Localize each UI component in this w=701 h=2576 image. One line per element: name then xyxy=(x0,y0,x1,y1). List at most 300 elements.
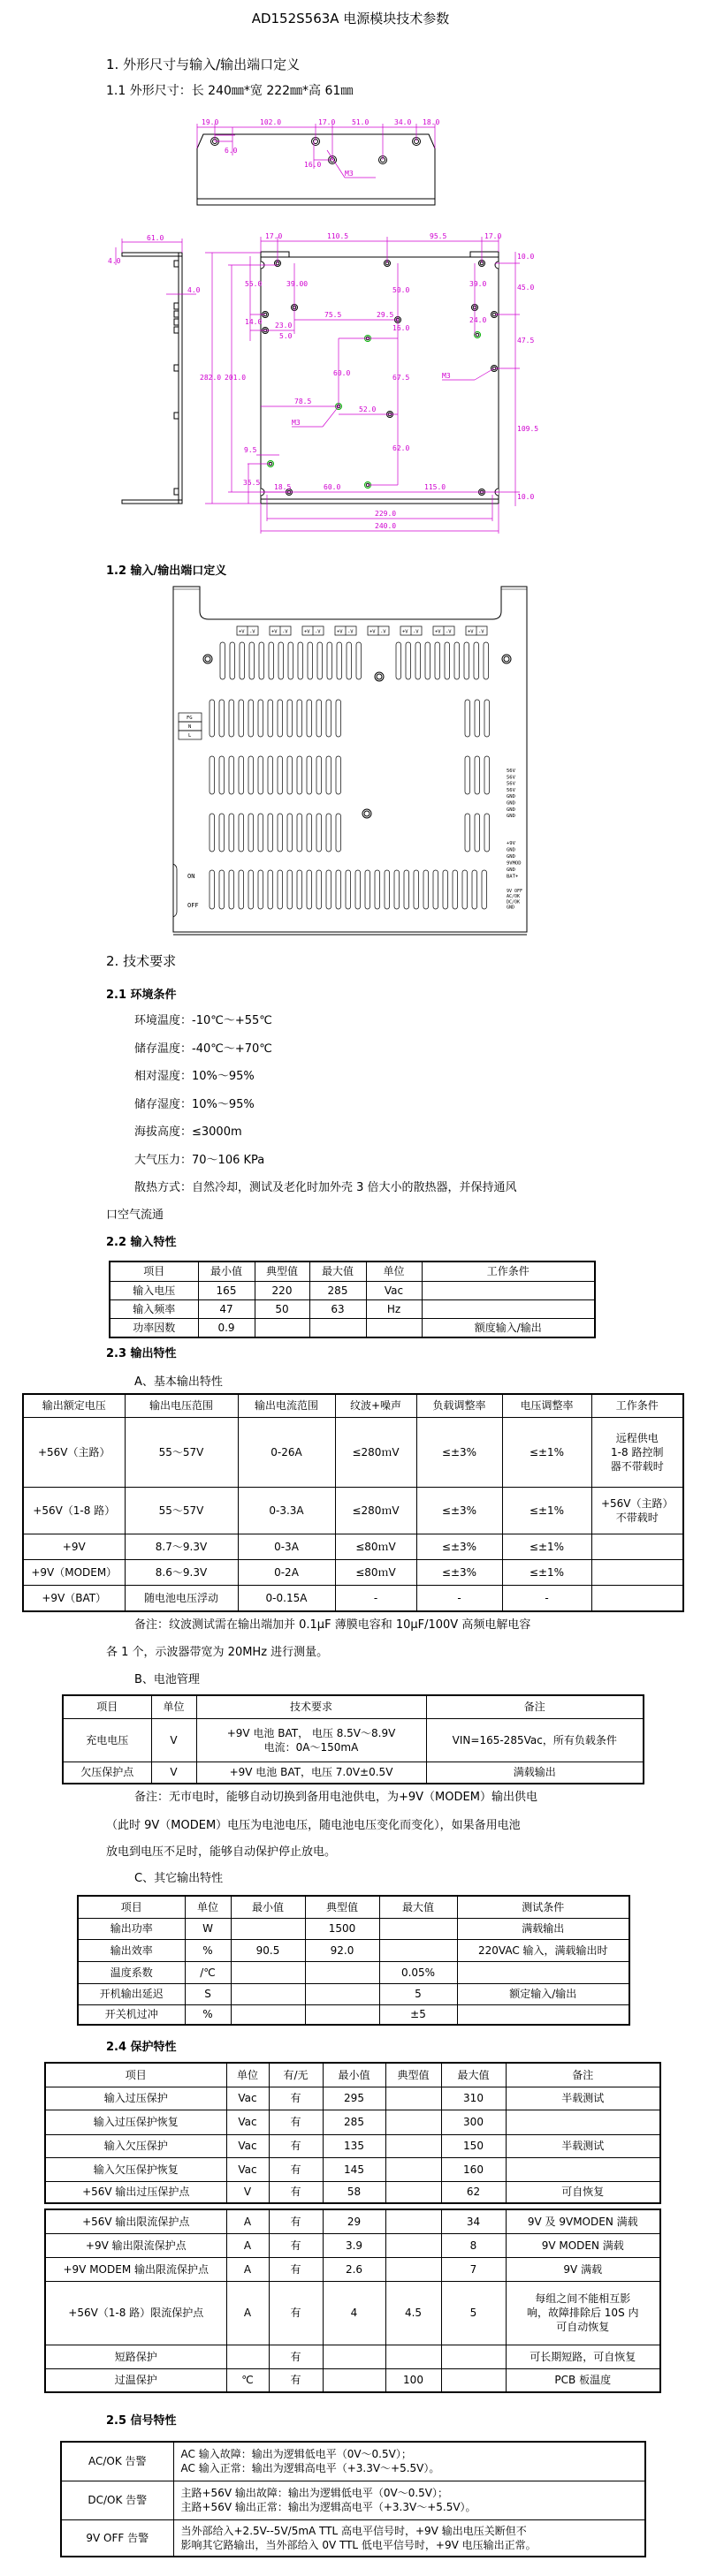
table-cell: 短路保护 xyxy=(45,2345,226,2368)
vent-slot xyxy=(239,700,244,737)
vent-slot xyxy=(316,814,322,852)
table-cell: 过温保护 xyxy=(45,2368,226,2392)
table-cell xyxy=(385,2134,441,2157)
table-cell: 有 xyxy=(269,2257,323,2281)
table-cell: 充电电压 xyxy=(63,1718,151,1762)
port-label: +9V xyxy=(507,841,515,846)
document-title: AD152S563A 电源模块技术参数 xyxy=(251,11,450,27)
port-label: 9VMOD xyxy=(507,860,522,867)
vent-slot xyxy=(475,756,480,794)
vent-slot xyxy=(278,700,283,737)
table-row xyxy=(63,1762,644,1784)
vent-slot xyxy=(327,642,332,679)
table-cell: 9V 及 9VMODEN 满载 xyxy=(506,2209,660,2233)
table-cell xyxy=(506,2157,660,2181)
ac-terminal-l: L xyxy=(188,733,192,739)
vent-slot xyxy=(229,814,234,852)
output-terminal xyxy=(400,626,422,635)
table-row xyxy=(23,1534,683,1559)
vent-slot xyxy=(326,870,331,909)
table-cell: - xyxy=(416,1585,502,1611)
table-cell: 项目 xyxy=(63,1695,151,1718)
dim-label: 23.0 xyxy=(275,322,293,330)
port-label: GND xyxy=(507,814,515,820)
table-cell: A xyxy=(226,2233,269,2257)
port-label: GND xyxy=(507,800,515,807)
output-terminal xyxy=(335,626,356,635)
ac-terminal-fg: FG xyxy=(187,716,193,721)
vent-slot xyxy=(210,756,215,794)
table-cell: ≤280ｍV xyxy=(335,1417,416,1487)
table-cell xyxy=(385,2257,441,2281)
vent-slot xyxy=(465,756,470,794)
table-row xyxy=(23,1559,683,1585)
table-cell: 0-26A xyxy=(238,1417,335,1487)
vent-slot xyxy=(356,642,362,679)
table-cell: 9V MODEN 满载 xyxy=(506,2233,660,2257)
table-row xyxy=(61,2519,645,2557)
vent-slot xyxy=(248,700,254,737)
vent-slot xyxy=(346,870,351,909)
table-cell: 欠压保护点 xyxy=(63,1762,151,1784)
table-cell xyxy=(231,1961,305,1983)
vent-slot xyxy=(229,756,234,794)
table-cell: 满载输出 xyxy=(426,1762,644,1784)
table-cell: 输出电压范围 xyxy=(125,1394,238,1417)
table-cell: 有 xyxy=(269,2087,323,2110)
table-cell: 典型值 xyxy=(255,1261,309,1281)
vent-slot xyxy=(220,642,225,679)
screw-hole-icon xyxy=(362,809,371,818)
table-cell: 5 xyxy=(441,2281,506,2345)
table-cell: W xyxy=(185,1918,231,1939)
table-cell: Vac xyxy=(226,2110,269,2134)
env-condition-item: 储存温度：-40℃～+70℃ xyxy=(134,1042,272,1056)
table-cell xyxy=(385,2110,441,2134)
table-cell: 9V OFF 告警 xyxy=(61,2519,173,2557)
table-cell xyxy=(441,2345,506,2368)
table-cell: V xyxy=(226,2181,269,2203)
basic-output-table xyxy=(22,1393,684,1612)
table-cell: 有 xyxy=(269,2368,323,2392)
table-cell: 9V 满载 xyxy=(506,2257,660,2281)
table-cell: 输出额定电压 xyxy=(23,1394,125,1417)
port-label: DC/OK xyxy=(507,899,521,905)
ripple-note-line1: 备注：纹波测试需在输出端加并 0.1μF 薄膜电容和 10μF/100V 高频电解电容 xyxy=(134,1618,531,1632)
port-label: 56V xyxy=(507,787,515,793)
table-cell: 项目 xyxy=(110,1261,198,1281)
dim-label: 78.5 xyxy=(294,398,312,405)
vent-slot xyxy=(287,814,293,852)
vent-slot xyxy=(365,870,370,909)
table-cell: Vac xyxy=(226,2087,269,2110)
vent-slot xyxy=(307,814,312,852)
table-row xyxy=(45,2134,660,2157)
table-cell: +9V（BAT） xyxy=(23,1585,125,1611)
table-cell: 285 xyxy=(309,1281,366,1299)
table-cell: DC/OK 告警 xyxy=(61,2481,173,2519)
table-cell: 47 xyxy=(198,1299,255,1318)
dim-label: 61.0 xyxy=(147,234,164,242)
output-terminal xyxy=(466,626,487,635)
table-row xyxy=(61,2481,645,2519)
vent-slot xyxy=(297,870,302,909)
dim-label: 229.0 xyxy=(375,510,397,518)
vent-slot xyxy=(404,870,409,909)
table-cell: 单位 xyxy=(151,1695,196,1718)
plan-view-drawing xyxy=(200,232,538,534)
vent-slot xyxy=(394,870,400,909)
table-header-row xyxy=(78,1896,629,1918)
dim-label: 62.0 xyxy=(392,444,410,452)
table-row xyxy=(63,1718,644,1762)
vent-slot xyxy=(269,642,274,679)
table-header-row xyxy=(23,1394,683,1417)
output-terminal xyxy=(368,626,389,635)
dim-label: 17.0 xyxy=(265,232,283,240)
terminal-plus-label: +V xyxy=(304,629,310,635)
vent-slot xyxy=(326,700,331,737)
dim-label: 45.0 xyxy=(517,284,535,292)
vent-slot xyxy=(406,642,411,679)
table-cell: 160 xyxy=(441,2157,506,2181)
table-cell: PCB 板温度 xyxy=(506,2368,660,2392)
side-view-drawing xyxy=(108,234,201,504)
vent-slot xyxy=(259,642,264,679)
dim-label: 201.0 xyxy=(225,374,247,382)
subsection-c-heading: C、其它输出特性 xyxy=(134,1872,224,1885)
table-cell: 145 xyxy=(323,2157,385,2181)
table-cell: 输入电压 xyxy=(110,1281,198,1299)
table-row xyxy=(45,2209,660,2233)
protection-table-output xyxy=(44,2209,661,2393)
table-cell: 最大值 xyxy=(441,2063,506,2087)
vent-slot xyxy=(219,814,225,852)
table-cell: 工作条件 xyxy=(422,1261,595,1281)
vent-slot xyxy=(316,870,322,909)
vent-slot xyxy=(210,814,215,852)
table-cell xyxy=(422,1281,595,1299)
vent-slot xyxy=(287,756,293,794)
vent-slot xyxy=(475,700,480,737)
table-header-row xyxy=(45,2063,660,2087)
table-cell: 测试条件 xyxy=(457,1896,629,1918)
table-cell: 有 xyxy=(269,2345,323,2368)
table-cell: 负载调整率 xyxy=(416,1394,502,1417)
port-label: 56V xyxy=(507,769,515,774)
terminal-plus-label: +V xyxy=(468,629,474,635)
ripple-note-line2: 各 1 个，示波器带宽为 20MHz 进行测量。 xyxy=(106,1646,329,1659)
terminal-plus-label: +V xyxy=(271,629,278,635)
vent-slot xyxy=(307,700,312,737)
table-cell: 半载测试 xyxy=(506,2087,660,2110)
table-cell: 可长期短路，可自恢复 xyxy=(506,2345,660,2368)
dim-label: 60.0 xyxy=(324,483,341,491)
table-cell: - xyxy=(502,1585,591,1611)
table-row xyxy=(110,1281,595,1299)
dim-label: 16.0 xyxy=(392,324,410,332)
vent-slot xyxy=(482,870,487,909)
table-cell: ≤80ｍV xyxy=(335,1534,416,1559)
table-cell: 项目 xyxy=(78,1896,185,1918)
env-condition-item: 相对湿度：10%～95% xyxy=(134,1070,255,1083)
vent-slot xyxy=(336,700,341,737)
vent-slot xyxy=(316,700,322,737)
table-cell: +9V 电池 BAT， 电压 8.5V～8.9V 电流：0A～150mA xyxy=(196,1718,426,1762)
table-row xyxy=(61,2442,645,2481)
table-cell: ≤±1% xyxy=(502,1487,591,1534)
table-cell xyxy=(305,1983,379,2004)
dim-label: 75.5 xyxy=(324,311,342,319)
table-row xyxy=(23,1487,683,1534)
table-cell: 34 xyxy=(441,2209,506,2233)
dim-label: 35.5 xyxy=(243,479,261,487)
dim-label: 55.0 xyxy=(245,280,263,288)
vent-slot xyxy=(464,642,469,679)
vent-slot xyxy=(307,870,312,909)
table-cell: 1500 xyxy=(305,1918,379,1939)
vent-slot xyxy=(484,642,489,679)
table-cell: 有 xyxy=(269,2110,323,2134)
terminal-plus-label: +V xyxy=(402,629,408,635)
table-cell: 有 xyxy=(269,2181,323,2203)
table-cell xyxy=(305,1961,379,1983)
section-1-2-heading: 1.2 输入/输出端口定义 xyxy=(106,564,227,578)
table-cell xyxy=(379,1939,457,1961)
port-label: GND xyxy=(507,868,515,873)
output-terminal xyxy=(237,626,258,635)
vent-slot xyxy=(297,756,302,794)
table-cell xyxy=(457,2004,629,2025)
table-row xyxy=(45,2368,660,2392)
table-cell: 有 xyxy=(269,2281,323,2345)
vent-slot xyxy=(316,756,322,794)
table-cell: 100 xyxy=(385,2368,441,2392)
vent-slot xyxy=(297,700,302,737)
vent-slot xyxy=(230,642,235,679)
table-row xyxy=(45,2233,660,2257)
battery-note-line2: （此时 9V（MODEM）电压为电池电压，随电池电压变化而变化），如果备用电池 xyxy=(106,1819,521,1832)
table-cell: 满载输出 xyxy=(457,1918,629,1939)
table-cell: 90.5 xyxy=(231,1939,305,1961)
table-cell xyxy=(422,1299,595,1318)
terminal-plus-label: +V xyxy=(239,629,245,635)
table-cell: 55～57V xyxy=(125,1417,238,1487)
table-cell xyxy=(591,1585,683,1611)
table-cell: +56V 输出过压保护点 xyxy=(45,2181,226,2203)
table-cell xyxy=(385,2181,441,2203)
table-cell: 工作条件 xyxy=(591,1394,683,1417)
dim-label: M3 xyxy=(345,170,354,178)
table-cell: 最大值 xyxy=(379,1896,457,1918)
vent-slot xyxy=(435,642,440,679)
vent-slot xyxy=(219,756,225,794)
table-row xyxy=(78,1961,629,1983)
table-cell: 165 xyxy=(198,1281,255,1299)
terminal-minus-label: -V xyxy=(446,629,452,635)
table-cell xyxy=(309,1318,366,1337)
section-2-5-heading: 2.5 信号特性 xyxy=(106,2414,177,2428)
table-cell: +9V xyxy=(23,1534,125,1559)
table-cell: 最小值 xyxy=(231,1896,305,1918)
ac-terminal-n: N xyxy=(188,724,192,730)
table-cell: 29 xyxy=(323,2209,385,2233)
terminal-minus-label: -V xyxy=(413,629,419,635)
vent-slot xyxy=(484,756,490,794)
table-row xyxy=(45,2087,660,2110)
vent-slot xyxy=(287,870,293,909)
section-1-1-heading: 1.1 外形尺寸：长 240㎜*宽 222㎜*高 61㎜ xyxy=(106,84,354,98)
table-cell: 0.9 xyxy=(198,1318,255,1337)
vent-slot xyxy=(219,700,225,737)
dim-label: 16.0 xyxy=(304,161,322,169)
battery-management-table xyxy=(62,1694,644,1784)
table-cell xyxy=(366,1318,422,1337)
table-cell: 半载测试 xyxy=(506,2134,660,2157)
table-cell: 310 xyxy=(441,2087,506,2110)
subsection-a-heading: A、基本输出特性 xyxy=(134,1375,223,1389)
table-row xyxy=(78,1983,629,2004)
vent-slot xyxy=(336,756,341,794)
dim-label: 110.5 xyxy=(327,232,349,240)
table-cell: 输入频率 xyxy=(110,1299,198,1318)
dim-label: 109.5 xyxy=(517,425,539,433)
table-cell: VIN=165-285Vac，所有负载条件 xyxy=(426,1718,644,1762)
table-row xyxy=(45,2257,660,2281)
table-cell: ±5 xyxy=(379,2004,457,2025)
table-header-row xyxy=(63,1695,644,1718)
table-cell: 可自恢复 xyxy=(506,2181,660,2203)
terminal-plus-label: +V xyxy=(435,629,441,635)
section-2-3-heading: 2.3 输出特性 xyxy=(106,1347,177,1360)
vent-slot xyxy=(474,642,479,679)
dim-label: 14.0 xyxy=(245,318,263,326)
table-cell xyxy=(385,2087,441,2110)
table-cell: 远程供电 1-8 路控制 器不带载时 xyxy=(591,1417,683,1487)
env-condition-item: 散热方式：自然冷却，测试及老化时加外壳 3 倍大小的散热器，并保持通风 xyxy=(134,1181,517,1194)
mechanical-drawings xyxy=(0,0,701,972)
table-row xyxy=(45,2345,660,2368)
table-cell: 有/无 xyxy=(269,2063,323,2087)
table-cell: 220 xyxy=(255,1281,309,1299)
table-cell: ≤±3% xyxy=(416,1559,502,1585)
port-label: GND xyxy=(507,847,515,853)
section-1-heading: 1. 外形尺寸与输入/输出端口定义 xyxy=(106,57,301,72)
terminal-plus-label: +V xyxy=(370,629,376,635)
mounting-hole-icon xyxy=(475,332,481,338)
table-cell: V xyxy=(151,1762,196,1784)
vent-slot xyxy=(396,642,401,679)
dim-label: 17.0 xyxy=(318,118,336,126)
dim-label: 10.0 xyxy=(517,253,535,261)
port-label: GND xyxy=(507,854,515,860)
table-cell: +9V（MODEM） xyxy=(23,1559,125,1585)
vent-slot xyxy=(278,756,283,794)
table-cell xyxy=(305,2004,379,2025)
vent-slot xyxy=(288,642,293,679)
table-cell: ≤±3% xyxy=(416,1534,502,1559)
table-cell xyxy=(323,2345,385,2368)
table-row xyxy=(110,1299,595,1318)
vent-slot xyxy=(219,870,225,909)
dim-label: M3 xyxy=(292,419,301,427)
table-cell: 输出效率 xyxy=(78,1939,185,1961)
table-cell: 输入欠压保护恢复 xyxy=(45,2157,226,2181)
table-cell: +56V（1-8 路）限流保护点 xyxy=(45,2281,226,2345)
table-cell: ≤±3% xyxy=(416,1417,502,1487)
dim-label: 282.0 xyxy=(200,374,222,382)
table-cell: - xyxy=(335,1585,416,1611)
vent-slot xyxy=(268,700,273,737)
table-cell: 有 xyxy=(269,2233,323,2257)
dim-label: 4.0 xyxy=(187,286,201,294)
dim-label: 115.0 xyxy=(424,483,446,491)
table-cell xyxy=(231,1918,305,1939)
table-cell: 输入欠压保护 xyxy=(45,2134,226,2157)
table-cell: 4.5 xyxy=(385,2281,441,2345)
table-cell: 技术要求 xyxy=(196,1695,426,1718)
table-cell: /℃ xyxy=(185,1961,231,1983)
table-row xyxy=(23,1417,683,1487)
port-label: GND xyxy=(507,807,515,813)
table-row xyxy=(45,2110,660,2134)
port-definition-drawing xyxy=(173,587,527,935)
table-cell: 纹波+噪声 xyxy=(335,1394,416,1417)
env-condition-item: 环境温度：-10℃～+55℃ xyxy=(134,1014,272,1027)
front-view-drawing xyxy=(197,118,439,205)
table-cell: 额度输入/输出 xyxy=(422,1318,595,1337)
table-cell: 有 xyxy=(269,2209,323,2233)
table-cell: 0.05% xyxy=(379,1961,457,1983)
table-row xyxy=(78,2004,629,2025)
table-cell xyxy=(226,2345,269,2368)
output-terminal xyxy=(270,626,291,635)
table-cell: 0-0.15A xyxy=(238,1585,335,1611)
signal-characteristics-table xyxy=(60,2441,646,2557)
table-cell: 典型值 xyxy=(385,2063,441,2087)
vent-slot xyxy=(268,870,273,909)
vent-slot xyxy=(375,870,380,909)
vent-slot xyxy=(210,700,215,737)
table-cell: 2.6 xyxy=(323,2257,385,2281)
dim-label: 60.0 xyxy=(333,369,351,377)
table-cell: 62 xyxy=(441,2181,506,2203)
env-wrap-text: 口空气流通 xyxy=(106,1208,164,1222)
vent-slot xyxy=(484,700,490,737)
vent-slot xyxy=(258,870,263,909)
table-cell xyxy=(231,2004,305,2025)
table-cell: A xyxy=(226,2257,269,2281)
dim-label: 5.0 xyxy=(279,332,293,340)
vent-slot xyxy=(249,642,255,679)
table-cell: 4 xyxy=(323,2281,385,2345)
port-label: BAT+ xyxy=(507,874,519,880)
vent-slot xyxy=(258,700,263,737)
vent-slot xyxy=(465,814,470,852)
screw-hole-icon xyxy=(203,655,212,663)
input-characteristics-table xyxy=(109,1261,596,1338)
table-cell: 285 xyxy=(323,2110,385,2134)
table-cell: 220VAC 输入，满载输出时 xyxy=(457,1939,629,1961)
table-cell xyxy=(385,2157,441,2181)
table-cell: +56V（主路） xyxy=(23,1417,125,1487)
table-cell: Vac xyxy=(226,2134,269,2157)
vent-slot xyxy=(414,870,419,909)
table-cell: 最小值 xyxy=(198,1261,255,1281)
vent-slot xyxy=(454,642,460,679)
table-cell: 功率因数 xyxy=(110,1318,198,1337)
vent-slot xyxy=(326,814,331,852)
